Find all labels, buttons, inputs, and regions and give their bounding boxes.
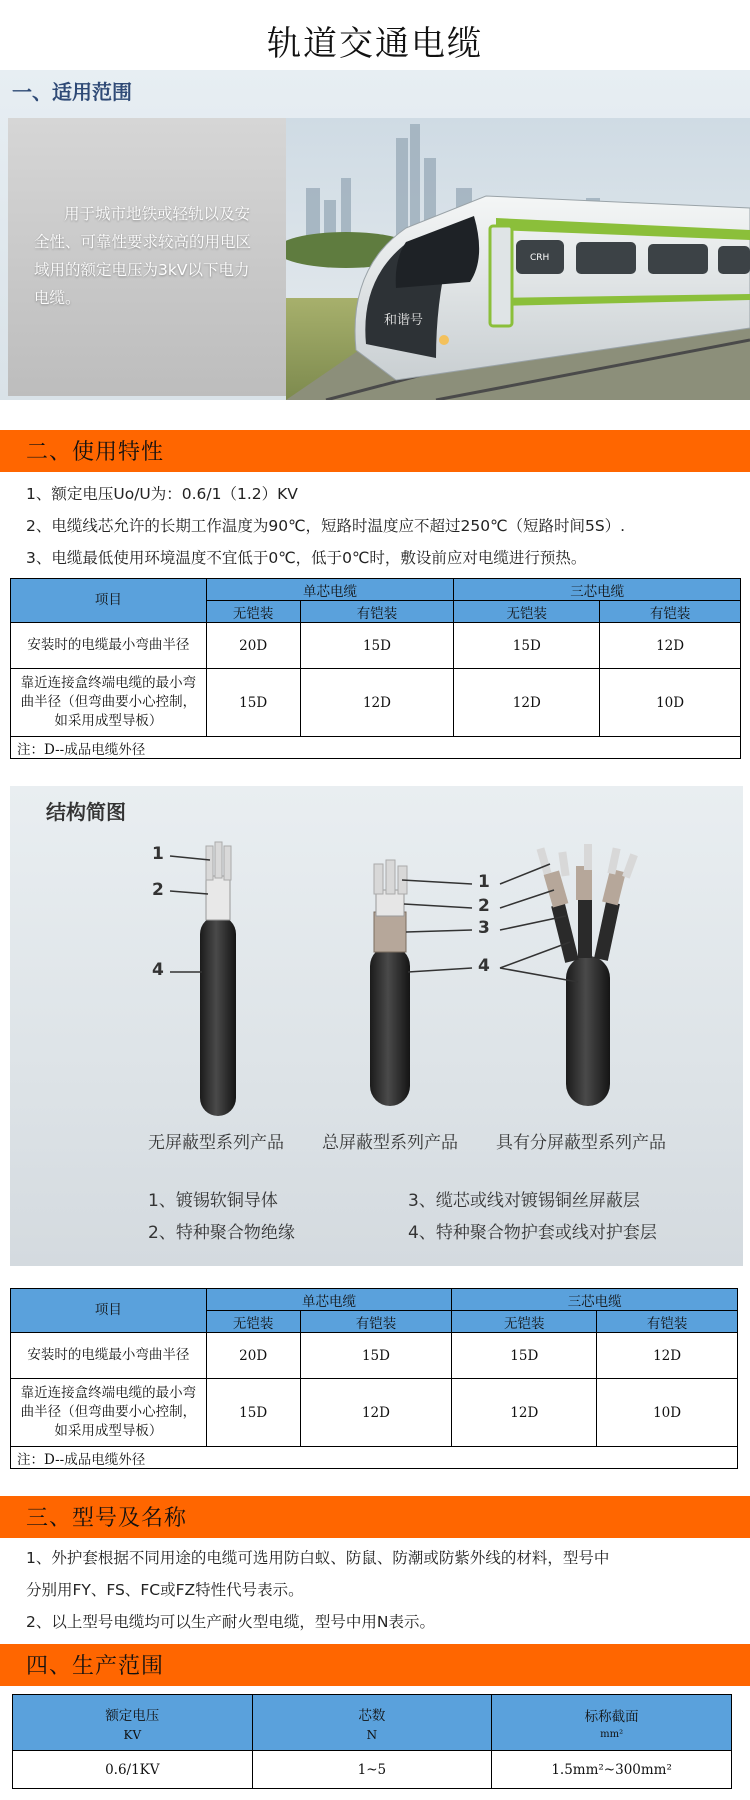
table-subheader: 有铠装	[597, 1311, 738, 1333]
table-row	[11, 669, 741, 737]
production-range-table	[12, 1694, 732, 1789]
table-cell: 15D	[206, 1379, 300, 1447]
section3-line-3: 2、以上型号电缆均可以生产耐火型电缆，型号中用N表示。	[26, 1613, 435, 1631]
table-note: 注：D--成品电缆外径	[11, 737, 741, 759]
table-header-single-core: 单芯电缆	[206, 1289, 452, 1311]
train-photo	[286, 118, 750, 400]
table-cell: 0.6/1KV	[13, 1751, 253, 1789]
section2-line-1: 1、额定电压Uo/U为：0.6/1（1.2）KV	[26, 485, 298, 503]
train-brand-text: CRH	[530, 253, 550, 263]
table-subheader: 无铠装	[454, 601, 600, 623]
table-cell: 12D	[300, 1379, 452, 1447]
part-number-label: 3	[478, 918, 490, 938]
page-title: 轨道交通电缆	[267, 24, 483, 64]
table-subheader: 无铠装	[206, 601, 300, 623]
table-header-single-core: 单芯电缆	[206, 579, 454, 601]
table-header-three-core: 三芯电缆	[452, 1289, 738, 1311]
scope-text-line: 用于城市地铁或轻轨以及安	[64, 205, 251, 223]
table-row	[11, 1379, 738, 1447]
header-unit: mm²	[600, 1729, 624, 1740]
table-cell: 12D	[300, 669, 454, 737]
table-cell: 1~5	[252, 1751, 492, 1789]
legend-item-4: 4、特种聚合物护套或线对护套层	[408, 1223, 657, 1243]
table-cell: 15D	[206, 669, 300, 737]
section3-banner-text: 三、型号及名称	[26, 1506, 188, 1531]
table-header-cross-section	[492, 1695, 732, 1751]
table-header-cores	[252, 1695, 492, 1751]
train-logo-text: 和谐号	[384, 313, 424, 328]
part-number-label: 2	[152, 880, 164, 900]
caption-unshielded: 无屏蔽型系列产品	[148, 1133, 284, 1153]
header-name: 额定电压	[105, 1707, 160, 1724]
part-number-label: 1	[478, 872, 490, 892]
section2-banner	[0, 430, 750, 472]
table-cell: 15D	[454, 623, 600, 669]
caption-individual-shield: 具有分屏蔽型系列产品	[496, 1133, 666, 1153]
scope-text-box	[8, 118, 286, 396]
section2-line-3: 3、电缆最低使用环境温度不宜低于0℃，低于0℃时，敷设前应对电缆进行预热。	[26, 549, 587, 567]
table-cell: 12D	[454, 669, 600, 737]
table-subheader: 无铠装	[206, 1311, 300, 1333]
table-cell: 10D	[600, 669, 741, 737]
table-cell: 1.5mm²~300mm²	[492, 1751, 732, 1789]
table-subheader: 有铠装	[600, 601, 741, 623]
scope-text-line: 电缆。	[34, 289, 81, 307]
table-cell: 12D	[452, 1379, 597, 1447]
table-header-voltage	[13, 1695, 253, 1751]
section3-banner	[0, 1496, 750, 1538]
table-cell: 15D	[300, 623, 454, 669]
section2-banner-text: 二、使用特性	[26, 440, 165, 465]
section4-banner	[0, 1644, 750, 1686]
caption-overall-shield: 总屏蔽型系列产品	[322, 1133, 458, 1153]
table-cell: 10D	[597, 1379, 738, 1447]
bend-radius-table	[10, 578, 741, 759]
cable-individual-shield	[537, 844, 638, 1106]
legend-item-3: 3、缆芯或线对镀锡铜丝屏蔽层	[408, 1191, 640, 1211]
table-cell: 20D	[206, 1333, 300, 1379]
table-subheader: 有铠装	[300, 1311, 452, 1333]
table-cell-item: 安装时的电缆最小弯曲半径	[11, 623, 207, 669]
bend-radius-table-repeat	[10, 1288, 738, 1469]
table-row	[11, 1333, 738, 1379]
structure-diagram	[10, 786, 743, 1266]
scope-heading: 一、适用范围	[12, 80, 132, 104]
table-header-item: 项目	[11, 1289, 207, 1333]
table-header-three-core: 三芯电缆	[454, 579, 741, 601]
table-note: 注：D--成品电缆外径	[11, 1447, 738, 1469]
part-number-label: 1	[152, 844, 164, 864]
part-number-label: 4	[478, 956, 490, 976]
table-cell: 15D	[300, 1333, 452, 1379]
table-cell: 12D	[600, 623, 741, 669]
table-cell-item: 靠近连接盒终端电缆的最小弯曲半径（但弯曲要小心控制，如采用成型导板）	[11, 669, 207, 737]
header-name: 芯数	[358, 1707, 386, 1724]
legend-item-1: 1、镀锡软铜导体	[148, 1191, 278, 1211]
table-cell: 12D	[597, 1333, 738, 1379]
part-number-label: 2	[478, 896, 490, 916]
scope-panel	[0, 70, 750, 400]
table-cell: 20D	[206, 623, 300, 669]
section2-line-2: 2、电缆线芯允许的长期工作温度为90℃，短路时温度应不超过250℃（短路时间5S）.	[26, 517, 626, 535]
scope-text-line: 域用的额定电压为3kV以下电力	[34, 261, 250, 279]
table-row	[11, 623, 741, 669]
table-row	[13, 1751, 732, 1789]
scope-text-line: 全性、可靠性要求较高的用电区	[34, 233, 252, 251]
legend-item-2: 2、特种聚合物绝缘	[148, 1223, 295, 1243]
structure-title: 结构简图	[46, 800, 126, 824]
table-subheader: 无铠装	[452, 1311, 597, 1333]
section3-line-2: 分别用FY、FS、FC或FZ特性代号表示。	[26, 1581, 304, 1599]
section4-banner-text: 四、生产范围	[26, 1654, 165, 1679]
header-unit: KV	[123, 1727, 142, 1742]
cable-unshielded	[200, 842, 236, 1116]
table-cell-item: 安装时的电缆最小弯曲半径	[11, 1333, 207, 1379]
header-name: 标称截面	[584, 1709, 639, 1725]
table-cell-item: 靠近连接盒终端电缆的最小弯曲半径（但弯曲要小心控制，如采用成型导板）	[11, 1379, 207, 1447]
section3-line-1: 1、外护套根据不同用途的电缆可选用防白蚁、防鼠、防潮或防紫外线的材料，型号中	[26, 1549, 610, 1567]
table-cell: 15D	[452, 1333, 597, 1379]
cable-overall-shield	[370, 860, 410, 1106]
table-header-item: 项目	[11, 579, 207, 623]
table-subheader: 有铠装	[300, 601, 454, 623]
header-unit: N	[366, 1727, 378, 1742]
part-number-label: 4	[152, 960, 164, 980]
